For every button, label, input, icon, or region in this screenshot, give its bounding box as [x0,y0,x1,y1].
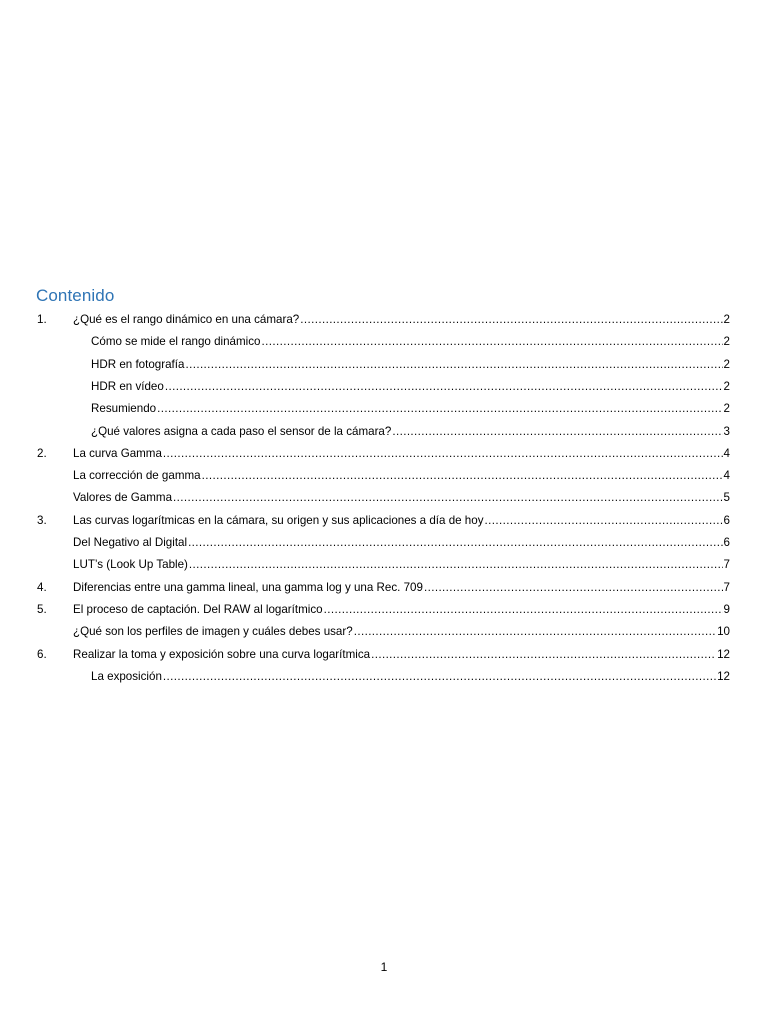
toc-entry-number: 3. [37,513,47,527]
toc-dot-leader [185,354,722,376]
toc-entry-title: ¿Qué son los perfiles de imagen y cuáles debes usar? [73,625,353,639]
toc-entry[interactable] [0,331,768,353]
toc-entry-number: 4. [37,580,47,594]
toc-entry-page: 10 [717,625,730,639]
toc-entry-page: 2 [723,379,730,393]
toc-dot-leader [188,532,722,554]
toc-entry[interactable] [0,443,768,465]
toc-entry[interactable] [0,554,768,576]
toc-entry-line [73,487,730,509]
toc-entry-line [91,376,730,398]
toc-entry-line [73,577,730,599]
toc-entry[interactable] [0,398,768,420]
toc-dot-leader [165,376,723,398]
toc-entry-page: 4 [723,446,730,460]
toc-entry-title: La exposición [91,669,162,683]
toc-entry[interactable] [0,376,768,398]
toc-entry-page: 2 [723,357,730,371]
toc-entry-line [91,331,730,353]
toc-entry-title: ¿Qué valores asigna a cada paso el sensor de la cámara? [91,424,392,438]
toc-entry[interactable] [0,465,768,487]
toc-entry-line [73,599,730,621]
toc-dot-leader [392,421,722,443]
toc-entry-line [73,644,730,666]
toc-dot-leader [300,309,722,331]
toc-dot-leader [163,443,723,465]
toc-entry-line [73,621,730,643]
toc-entry-line [91,398,730,420]
toc-entry-page: 12 [717,669,730,683]
toc-entry-line [91,421,730,443]
toc-entry-title: HDR en vídeo [91,379,164,393]
toc-entry-title: Valores de Gamma [73,491,173,505]
toc-entry[interactable] [0,621,768,643]
toc-entry-title: HDR en fotografía [91,357,185,371]
toc-dot-leader [157,398,722,420]
toc-entry-title: Realizar la toma y exposición sobre una curva logarítmica [73,647,371,661]
toc-entry-page: 6 [723,536,730,549]
toc-entry-page: 7 [723,580,730,594]
toc-entry-page: 4 [723,469,730,483]
toc-entry-line [73,465,730,487]
toc-entry-title: Cómo se mide el rango dinámico [91,335,261,349]
toc-entry[interactable] [0,421,768,443]
toc-entry[interactable] [0,666,768,688]
toc-entry-page: 2 [723,402,730,416]
toc-dot-leader [261,331,722,353]
toc-dot-leader [173,487,723,509]
toc-heading: Contenido [36,286,115,305]
toc-entry-title: Del Negativo al Digital [73,536,188,549]
toc-entry-line [73,443,730,465]
toc-dot-leader [424,577,723,599]
toc-entry-line [73,554,730,576]
toc-entry-line [91,354,730,376]
toc-entry-page: 7 [723,558,730,572]
toc-entry-page: 6 [723,513,730,527]
toc-dot-leader [163,666,716,688]
toc-entry-line [91,666,730,688]
toc-entry-line [73,532,730,554]
toc-entry-title: La corrección de gamma [73,469,201,483]
toc-entry-page: 5 [723,491,730,505]
toc-entry-page: 9 [723,602,730,616]
toc-entry-title: El proceso de captación. Del RAW al logarítmico [73,602,323,616]
toc-entry[interactable] [0,354,768,376]
toc-entry-page: 2 [723,335,730,349]
toc-entry[interactable] [0,510,768,532]
toc-dot-leader [324,599,723,621]
toc-entry[interactable] [0,599,768,621]
toc-entry-number: 5. [37,602,47,616]
toc-entry-line [73,510,730,532]
toc-dot-leader [371,644,716,666]
toc-dot-leader [354,621,716,643]
toc-entry-number: 2. [37,446,47,460]
toc-entry-title: LUT’s (Look Up Table) [73,558,188,572]
toc-entry-title: Resumiendo [91,402,157,416]
toc-dot-leader [189,554,723,576]
toc-entry-line [73,309,730,331]
toc-entry[interactable] [0,487,768,509]
toc-entry[interactable] [0,577,768,599]
toc-dot-leader [202,465,723,487]
toc-entry-title: ¿Qué es el rango dinámico en una cámara? [73,313,300,326]
page-number: 1 [380,960,388,974]
toc-entry[interactable] [0,309,768,331]
toc-entry[interactable] [0,644,768,666]
toc-entry-number: 6. [37,647,47,661]
toc-entry-page: 12 [717,647,730,661]
toc-entry-title: Las curvas logarítmicas en la cámara, su origen y sus aplicaciones a día de hoy [73,513,484,527]
toc-entry-title: Diferencias entre una gamma lineal, una gamma log y una Rec. 709 [73,580,423,594]
toc-entry-page: 3 [723,424,730,438]
toc-entry-number: 1. [37,313,47,326]
toc-entry[interactable] [0,532,768,554]
toc-entry-page: 2 [723,313,730,326]
toc-dot-leader [485,510,723,532]
toc-entry-title: La curva Gamma [73,446,162,460]
